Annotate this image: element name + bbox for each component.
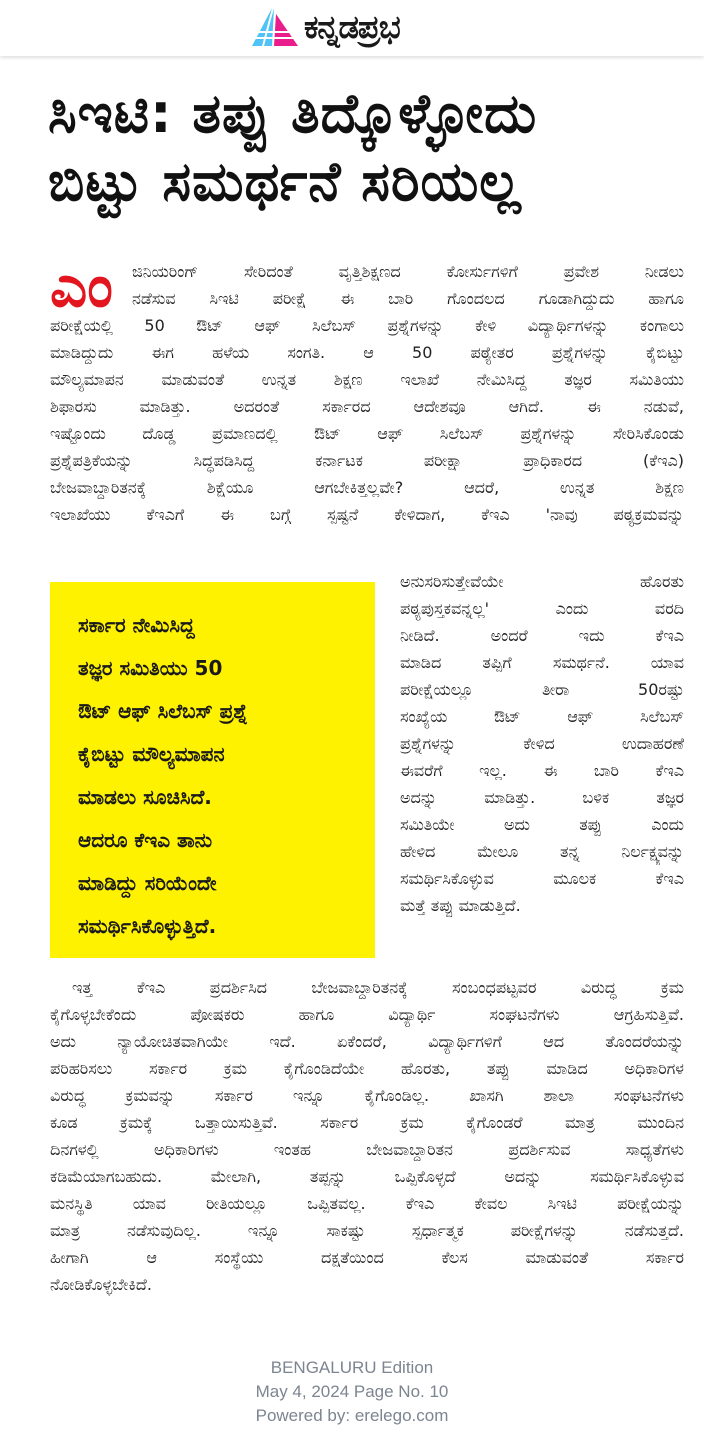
text-line: ಇಷ್ಟೊಂದು ದೊಡ್ಡ ಪ್ರಮಾಣದಲ್ಲಿ ಔಟ್ ಆಫ್ ಸಿಲೆಬಸ್ ಪ್ರಶ್ನೆಗಳನ್ನು ಸೇರಿಸಿಕೊಂಡು [50,424,684,443]
text-line: ನೋಡಿಕೊಳ್ಳಬೇಕಿದೆ. [50,1275,152,1294]
logo-triangle-icon [250,6,298,48]
text-line: ಪ್ರಶ್ನೆಪತ್ರಿಕೆಯನ್ನು ಸಿದ್ಧಪಡಿಸಿದ್ದ ಕರ್ನಾಟಕ ಪರೀಕ್ಷಾ ಪ್ರಾಧಿಕಾರದ (ಕೆಇಎ) [50,451,684,470]
article-headline [48,80,688,216]
powered-by-link[interactable]: Powered by: erelego.com [255,1406,449,1425]
masthead [0,0,704,56]
text-line: ನಡೆಸುವ ಸಿಇಟಿ ಪರೀಕ್ಷೆ ಈ ಬಾರಿ ಗೊಂದಲದ ಗೂಡಾಗಿದ್ದುದು ಹಾಗೂ [132,289,684,308]
text-line: ಈವರೆಗೆ ಇಲ್ಲ. ಈ ಬಾರಿ ಕೆಇಎ [400,761,684,780]
paragraph-2 [50,974,684,1298]
text-line: ಹೇಳಿದ ಮೇಲೂ ತನ್ನ ನಿರ್ಲಕ್ಷ್ಯವನ್ನು [400,842,684,861]
text-line: ಮತ್ತೆ ತಪ್ಪು ಮಾಡುತ್ತಿದೆ. [400,896,521,915]
text-line: ಅದು ನ್ಯಾಯೋಚಿತವಾಗಿಯೇ ಇದೆ. ಏಕೆಂದರೆ, ವಿದ್ಯಾರ್ಥಿಗಳಿಗೆ ಆದ ತೊಂದರೆಯನ್ನು [50,1032,684,1051]
text-line: ಅನುಸರಿಸುತ್ತೇವೆಯೇ ಹೊರತು [400,572,684,591]
text-line: ಶಿಫಾರಸು ಮಾಡಿತ್ತು. ಅದರಂತೆ ಸರ್ಕಾರದ ಆದೇಶವೂ ಆಗಿದೆ. ಈ ನಡುವೆ, [50,397,684,416]
text-line: ಅದನ್ನು ಮಾಡಿತ್ತು. ಬಳಿಕ ತಜ್ಞರ [400,788,684,807]
logo-text: ಕನ್ನಡಪ್ರಭ [304,7,400,46]
text-line: ಕೂಡ ಕ್ರಮಕ್ಕೆ ಒತ್ತಾಯಿಸುತ್ತಿವೆ. ಸರ್ಕಾರ ಕ್ರಮ ಕೈಗೊಂಡರೆ ಮಾತ್ರ ಮುಂದಿನ [50,1113,684,1132]
pull-quote-line: ಔಟ್ ಆಫ್ ಸಿಲೆಬಸ್ ಪ್ರಶ್ನೆ [78,699,248,723]
text-line: ಪರೀಕ್ಷೆಯಲ್ಲಿ 50 ಔಟ್ ಆಫ್ ಸಿಲೆಬಸ್ ಪ್ರಶ್ನೆಗಳನ್ನು ಕೇಳಿ ವಿದ್ಯಾರ್ಥಿಗಳನ್ನು ಕಂಗಾಲು [50,316,684,335]
text-line: ಸಮಿತಿಯೇ ಅದು ತಪ್ಪು ಎಂದು [400,815,684,834]
pull-quote-line: ಮಾಡಲು ಸೂಚಿಸಿದೆ. [78,785,212,809]
text-line: ಮೌಲ್ಯಮಾಪನ ಮಾಡುವಂತೆ ಉನ್ನತ ಶಿಕ್ಷಣ ಇಲಾಖೆ ನೇಮಿಸಿದ್ದ ತಜ್ಞರ ಸಮಿತಿಯು [50,370,684,389]
text-line: ಪರೀಕ್ಷೆಯಲ್ಲೂ ತೀರಾ 50ರಷ್ಟು [400,680,684,699]
text-line: ದಿನಗಳಲ್ಲಿ ಅಧಿಕಾರಿಗಳು ಇಂತಹ ಬೇಜವಾಬ್ದಾರಿತನ ಪ್ರದರ್ಶಿಸುವ ಸಾಧ್ಯತೆಗಳು [50,1140,684,1159]
text-line: ಹೀಗಾಗಿ ಆ ಸಂಸ್ಥೆಯು ದಕ್ಷತೆಯಿಂದ ಕೆಲಸ ಮಾಡುವಂತೆ ಸರ್ಕಾರ [50,1248,684,1267]
edition-label: BENGALURU Edition [270,1358,434,1377]
text-line: ಮನಸ್ಥಿತಿ ಯಾವ ರೀತಿಯಲ್ಲೂ ಒಪ್ಪಿತವಲ್ಲ. ಕೆಇಎ ಕೇವಲ ಸಿಇಟಿ ಪರೀಕ್ಷೆಯನ್ನು [50,1194,684,1213]
headline-line-2: ಬಿಟ್ಟು ಸಮರ್ಥನೆ ಸರಿಯಲ್ಲ [48,150,522,213]
pull-quote-line: ಆದರೂ ಕೆಇಎ ತಾನು [78,828,213,852]
paragraph-1-right-column [400,568,684,919]
text-line: ಇಲಾಖೆಯು ಕೆಇಎಗೆ ಈ ಬಗ್ಗೆ ಸ್ಪಷ್ಟನೆ ಕೇಳಿದಾಗ, ಕೆಇಎ 'ನಾವು ಪಠ್ಯಕ್ರಮವನ್ನು [50,505,684,524]
text-line: ಜಿನಿಯರಿಂಗ್ ಸೇರಿದಂತೆ ವೃತ್ತಿಶಿಕ್ಷಣದ ಕೋರ್ಸುಗಳಿಗೆ ಪ್ರವೇಶ ನೀಡಲು [132,262,684,281]
paragraph-1-intro [132,258,684,312]
kannada-prabha-logo[interactable] [250,4,400,50]
pull-quote-line: ಕೈಬಿಟ್ಟು ಮೌಲ್ಯಮಾಪನ [78,742,225,766]
pull-quote-line: ಮಾಡಿದ್ದು ಸರಿಯೆಂದೇ [78,871,217,895]
text-line: ಮಾತ್ರ ನಡೆಸುವುದಿಲ್ಲ. ಇನ್ನೂ ಸಾಕಷ್ಟು ಸ್ಪರ್ಧಾತ್ಮಕ ಪರೀಕ್ಷೆಗಳನ್ನು ನಡೆಸುತ್ತದೆ. [50,1221,684,1240]
text-line: ನೀಡಿದೆ. ಅಂದರೆ ಇದು ಕೆಇಎ [400,626,684,645]
text-line: ವಿರುದ್ಧ ಕ್ರಮವನ್ನು ಸರ್ಕಾರ ಇನ್ನೂ ಕೈಗೊಂಡಿಲ್ಲ. ಖಾಸಗಿ ಶಾಲಾ ಸಂಘಟನೆಗಳು [50,1086,684,1105]
text-line: ಸಂಖ್ಯೆಯ ಔಟ್ ಆಫ್ ಸಿಲೆಬಸ್ [400,707,684,726]
text-line: ಕೈಗೊಳ್ಳಬೇಕೆಂದು ಪೋಷಕರು ಹಾಗೂ ವಿದ್ಯಾರ್ಥಿ ಸಂಘಟನೆಗಳು ಆಗ್ರಹಿಸುತ್ತಿವೆ. [50,1005,684,1024]
text-line: ಪರಿಹರಿಸಲು ಸರ್ಕಾರ ಕ್ರಮ ಕೈಗೊಂಡಿದೆಯೇ ಹೊರತು, ತಪ್ಪು ಮಾಡಿದ ಅಧಿಕಾರಿಗಳ [50,1059,684,1078]
text-line: ಮಾಡಿದ್ದುದು ಈಗ ಹಳೆಯ ಸಂಗತಿ. ಆ 50 ಪಠ್ಯೇತರ ಪ್ರಶ್ನೆಗಳನ್ನು ಕೈಬಿಟ್ಟು [50,343,684,362]
headline-line-1: ಸಿಇಟಿ: ತಪ್ಪು ತಿದ್ಕೊಳ್ಳೋದು [48,82,538,145]
pull-quote-line: ಸರ್ಕಾರ ನೇಮಿಸಿದ್ದ [78,613,195,637]
drop-cap: ಎಂ [50,252,113,320]
text-line: ಮಾಡಿದ ತಪ್ಪಿಗೆ ಸಮರ್ಥನೆ. ಯಾವ [400,653,684,672]
pull-quote-text [78,604,368,948]
text-line: ಕಡಿಮೆಯಾಗಬಹುದು. ಮೇಲಾಗಿ, ತಪ್ಪನ್ನು ಒಪ್ಪಿಕೊಳ್ಳದೆ ಅದನ್ನು ಸಮರ್ಥಿಸಿಕೊಳ್ಳುವ [50,1167,684,1186]
date-page-label: May 4, 2024 Page No. 10 [255,1382,449,1401]
paragraph-1-body [50,312,684,528]
pull-quote-line: ತಜ್ಞರ ಸಮಿತಿಯು 50 [78,656,223,680]
text-line: ಬೇಜವಾಬ್ದಾರಿತನಕ್ಕೆ ಶಿಕ್ಷೆಯೂ ಆಗಬೇಕಿತ್ತಲ್ಲವೇ? ಆದರೆ, ಉನ್ನತ ಶಿಕ್ಷಣ [50,478,684,497]
text-line: ಸಮರ್ಥಿಸಿಕೊಳ್ಳುವ ಮೂಲಕ ಕೆಇಎ [400,869,684,888]
pull-quote-line: ಸಮರ್ಥಿಸಿಕೊಳ್ಳುತ್ತಿದೆ. [78,914,217,938]
text-line: ಪಠ್ಯಪುಸ್ತಕವನ್ನಲ್ಲ' ಎಂದು ವರದಿ [400,599,684,618]
text-line: ಪ್ರಶ್ನೆಗಳನ್ನು ಕೇಳಿದ ಉದಾಹರಣೆ [400,734,684,753]
text-line: ಇತ್ತ ಕೆಇಎ ಪ್ರದರ್ಶಿಸಿದ ಬೇಜವಾಬ್ದಾರಿತನಕ್ಕೆ ಸಂಬಂಧಪಟ್ಟವರ ವಿರುದ್ಧ ಕ್ರಮ [72,978,684,997]
